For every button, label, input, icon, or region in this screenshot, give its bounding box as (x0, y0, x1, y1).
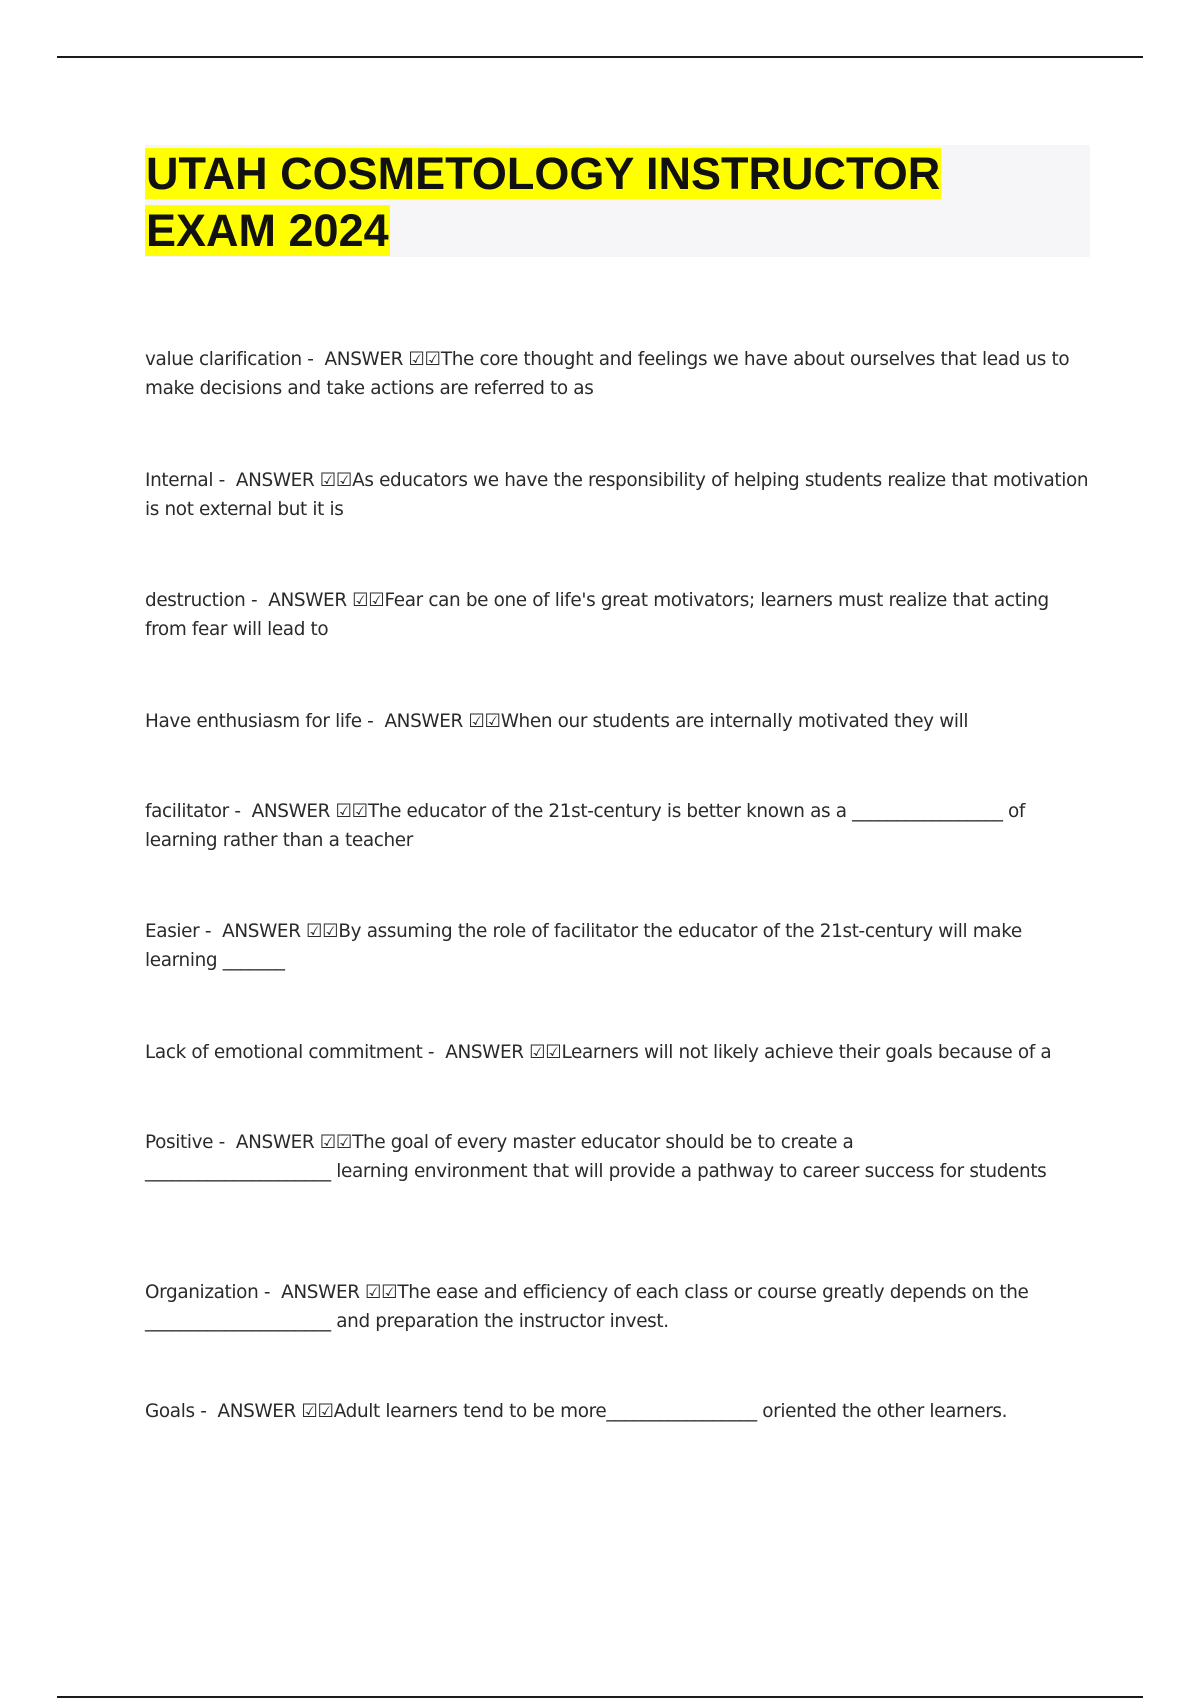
title-line-1: UTAH COSMETOLOGY INSTRUCTOR (146, 148, 941, 199)
qa-item-internal: Internal - ANSWER ☑☑As educators we have the responsibility of helping students realize that motivation is not external but it is (145, 470, 1094, 520)
title-block (145, 145, 1090, 257)
qa-item-enthusiasm: Have enthusiasm for life - ANSWER ☑☑When our students are internally motivated they will (145, 711, 969, 732)
qa-item-positive: Positive - ANSWER ☑☑The goal of every master educator should be to create a _____________________ learning environment that will provide a pathway to career success for students (145, 1132, 1047, 1182)
header-rule (57, 56, 1143, 58)
footer-rule (57, 1696, 1143, 1698)
title-line-2: EXAM 2024 (146, 205, 389, 256)
qa-item-goals: Goals - ANSWER ☑☑Adult learners tend to be more_________________ oriented the other learners. (145, 1401, 1008, 1422)
qa-item-easier: Easier - ANSWER ☑☑By assuming the role of facilitator the educator of the 21st-century will make learning _______ (145, 921, 1028, 971)
page-title (145, 145, 1090, 259)
qa-item-destruction: destruction - ANSWER ☑☑Fear can be one of life's great motivators; learners must realize that acting from fear will lead to (145, 590, 1055, 640)
qa-item-facilitator: facilitator - ANSWER ☑☑The educator of the 21st-century is better known as a _________________ of learning rather than a teacher (145, 801, 1031, 851)
qa-item-value-clarification: value clarification - ANSWER ☑☑The core thought and feelings we have about ourselves that lead us to make decisions and take actions are referred to as (145, 349, 1075, 399)
qa-item-emotional-commitment: Lack of emotional commitment - ANSWER ☑☑Learners will not likely achieve their goals because of a (145, 1042, 1052, 1063)
qa-item-organization: Organization - ANSWER ☑☑The ease and efficiency of each class or course greatly depends on the _____________________ and preparation the instructor invest. (145, 1282, 1029, 1332)
